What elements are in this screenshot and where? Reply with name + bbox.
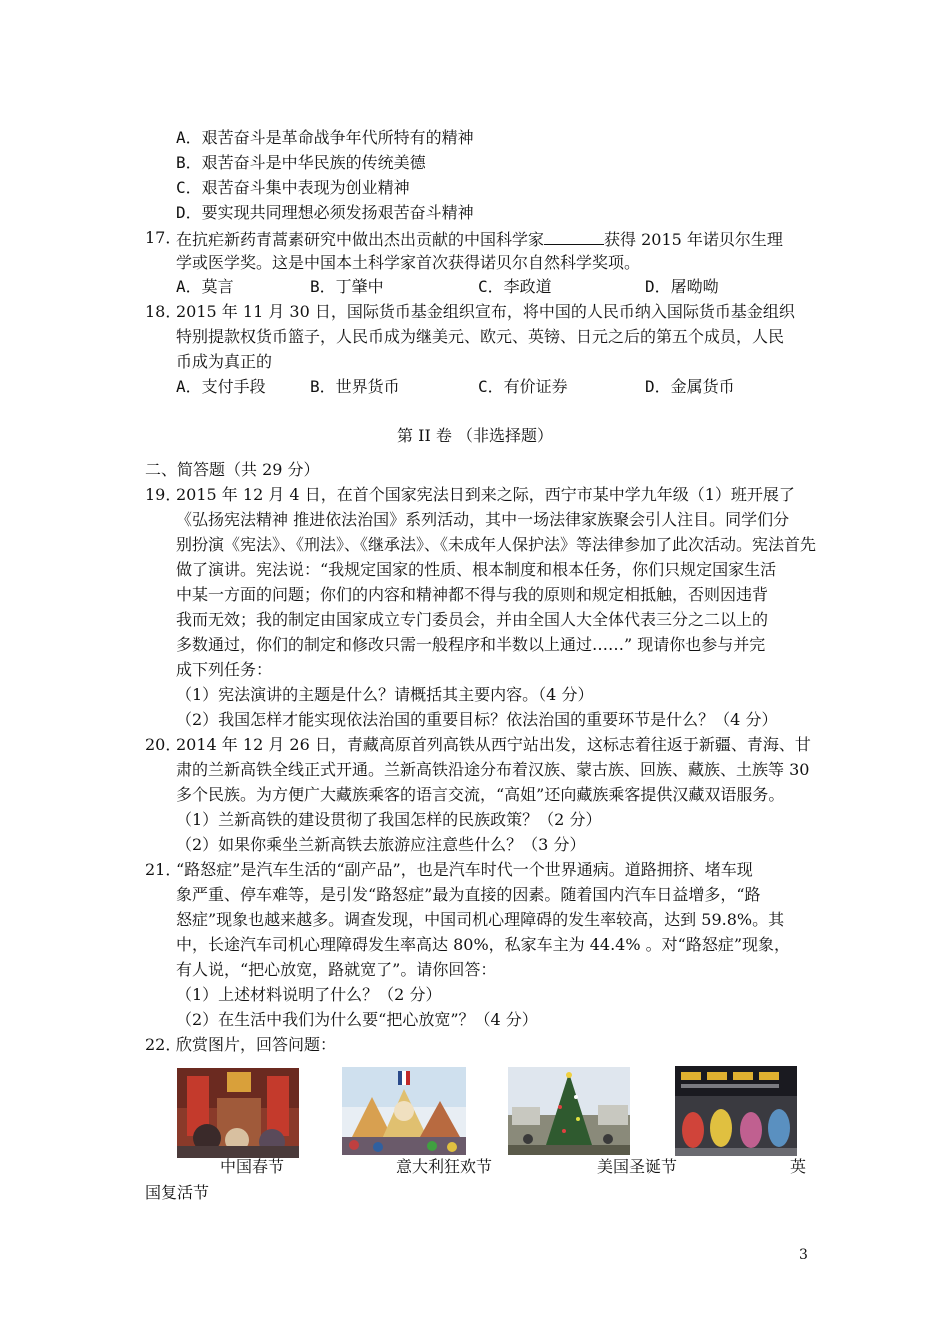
q22-stem: 欣赏图片，回答问题： <box>176 1035 337 1054</box>
q21-stem-line1: “路怒症”是汽车生活的“副产品”，也是汽车时代一个世界通病。道路拥挤、堵车现 <box>176 860 753 879</box>
q21-stem-line5: 有人说，“把心放宽，路就宽了”。请你回答： <box>176 960 497 979</box>
q21-stem-line2: 象严重、停车难等，是引发“路怒症”最为直接的因素。随着国内汽车日益增多，“路 <box>176 885 761 904</box>
q17-option-c: C．李政道 <box>478 277 552 296</box>
easter-photo <box>675 1066 797 1156</box>
q20-stem-line2: 肃的兰新高铁全线正式开通。兰新高铁沿途分布着汉族、蒙古族、回族、藏族、土族等 30 <box>176 760 810 779</box>
q20-number: 20． <box>145 735 182 754</box>
q19-stem-line1: 2015 年 12 月 4 日，在首个国家宪法日到来之际，西宁市某中学九年级（1）班开展了 <box>176 485 795 504</box>
q19-stem-line8: 成下列任务： <box>176 660 273 679</box>
q19-stem-line3: 别扮演《宪法》、《刑法》、《继承法》、《未成年人保护法》等法律参加了此次活动。宪法首先 <box>176 535 817 554</box>
caption-easter-wrap: 国复活节 <box>145 1183 210 1202</box>
spring-festival-photo <box>177 1068 299 1158</box>
q19-stem-line6: 我而无效；我的制定由国家成立专门委员会，并由全国人大全体代表三分之二以上的 <box>176 610 769 629</box>
q20-sub2: （2）如果你乘坐兰新高铁去旅游应注意些什么？（3 分） <box>176 835 586 854</box>
q17-option-a: A．莫言 <box>176 277 234 296</box>
q21-sub2: （2）在生活中我们为什么要“把心放宽”？（4 分） <box>176 1010 538 1029</box>
q19-sub1: （1）宪法演讲的主题是什么？请概括其主要内容。（4 分） <box>176 685 594 704</box>
q17-number: 17． <box>145 228 182 247</box>
q16-option-b: B．艰苦奋斗是中华民族的传统美德 <box>176 153 426 172</box>
answer-blank <box>544 228 604 245</box>
q16-option-a: A．艰苦奋斗是革命战争年代所特有的精神 <box>176 128 474 147</box>
q18-stem-line3: 币成为真正的 <box>176 352 273 371</box>
q21-number: 21． <box>145 860 182 879</box>
q18-option-a: A．支付手段 <box>176 377 266 396</box>
carnival-photo <box>342 1067 466 1155</box>
q21-sub1: （1）上述材料说明了什么？（2 分） <box>176 985 442 1004</box>
q18-option-b: B．世界货币 <box>310 377 400 396</box>
q19-number: 19． <box>145 485 182 504</box>
christmas-photo <box>508 1067 630 1155</box>
q18-stem-line1: 2015 年 11 月 30 日，国际货币基金组织宣布，将中国的人民币纳入国际货币基金组织 <box>176 302 795 321</box>
q20-sub1: （1）兰新高铁的建设贯彻了我国怎样的民族政策？（2 分） <box>176 810 602 829</box>
q18-stem-line2: 特别提款权货币篮子，人民币成为继美元、欧元、英镑、日元之后的第五个成员，人民 <box>176 327 785 346</box>
q19-sub2: （2）我国怎样才能实现依法治国的重要目标？依法治国的重要环节是什么？（4 分） <box>176 710 778 729</box>
caption-carnival: 意大利狂欢节 <box>396 1157 493 1176</box>
caption-easter-start: 英 <box>790 1157 807 1176</box>
q19-stem-line5: 中某一方面的问题；你们的内容和精神都不得与我的原则和规定相抵触，否则因违背 <box>176 585 769 604</box>
q17-stem-line1 <box>176 228 783 250</box>
caption-spring-festival: 中国春节 <box>220 1157 285 1176</box>
part-title: 二、简答题（共 29 分） <box>145 460 320 479</box>
q17-option-d: D．屠呦呦 <box>645 277 719 296</box>
page-number: 3 <box>799 1247 808 1263</box>
q20-stem-line3: 多个民族。为方便广大藏族乘客的语言交流，“高姐”还向藏族乘客提供汉藏双语服务。 <box>176 785 785 804</box>
q22-number: 22． <box>145 1035 182 1054</box>
caption-christmas: 美国圣诞节 <box>597 1157 678 1176</box>
q19-stem-line7: 多数通过，你们的制定和修改只需一般程序和半数以上通过……” 现请你也参与并完 <box>176 635 766 654</box>
q17-stem-line2: 学或医学奖。这是中国本土科学家首次获得诺贝尔自然科学奖项。 <box>176 253 641 272</box>
q19-stem-line4: 做了演讲。宪法说：“我规定国家的性质、根本制度和根本任务，你们只规定国家生活 <box>176 560 777 579</box>
q17-stem-part2: 获得 2015 年诺贝尔生理 <box>604 230 783 249</box>
q18-number: 18． <box>145 302 182 321</box>
q20-stem-line1: 2014 年 12 月 26 日，青藏高原首列高铁从西宁站出发，这标志着往返于新疆、青海、甘 <box>176 735 811 754</box>
q18-option-d: D．金属货币 <box>645 377 735 396</box>
q17-option-b: B．丁肇中 <box>310 277 384 296</box>
q19-stem-line2: 《弘扬宪法精神 推进依法治国》系列活动，其中一场法律家族聚会引人注目。同学们分 <box>176 510 790 529</box>
q21-stem-line3: 怒症”现象也越来越多。调查发现，中国司机心理障碍的发生率较高，达到 59.8%。其 <box>176 910 785 929</box>
q17-stem-part1: 在抗疟新药青蒿素研究中做出杰出贡献的中国科学家 <box>176 230 545 249</box>
q21-stem-line4: 中，长途汽车司机心理障碍发生率高达 80%，私家车主为 44.4% 。对“路怒症”现象， <box>176 935 791 954</box>
q18-option-c: C．有价证券 <box>478 377 568 396</box>
q16-option-d: D．要实现共同理想必须发扬艰苦奋斗精神 <box>176 203 474 222</box>
q16-option-c: C．艰苦奋斗集中表现为创业精神 <box>176 178 410 197</box>
section-title: 第 II 卷 （非选择题） <box>397 426 553 445</box>
